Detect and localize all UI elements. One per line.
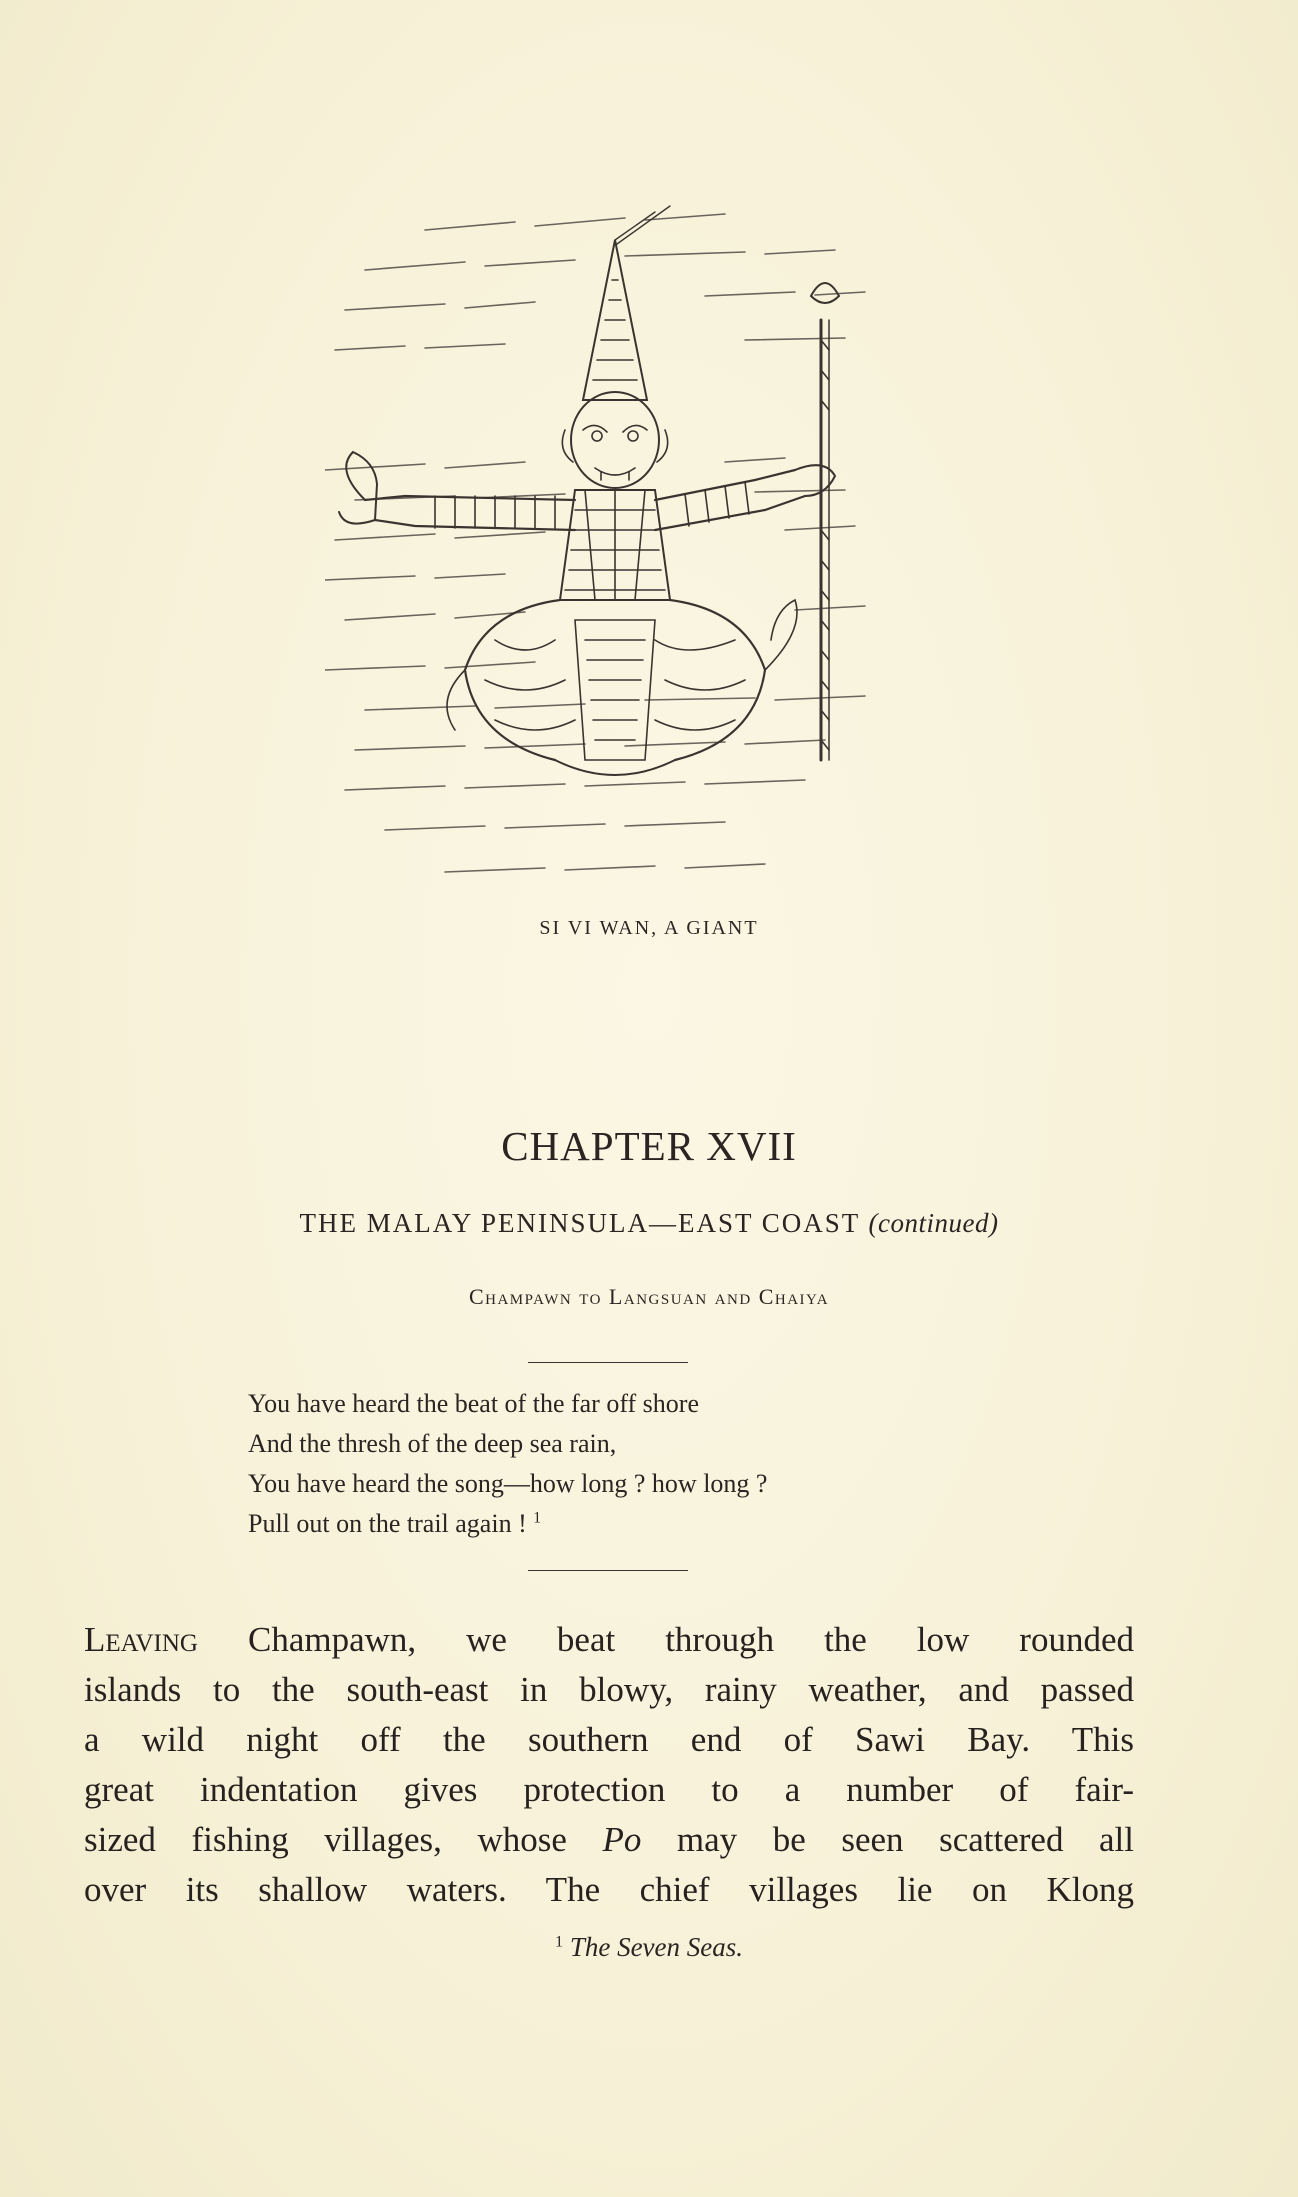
body-line — [84, 1815, 1134, 1865]
giant-illustration — [325, 200, 885, 900]
subtitle-main: THE MALAY PENINSULA—EAST COAST — [299, 1208, 860, 1238]
body-line — [84, 1615, 1134, 1665]
body-line-text: Champawn, we beat through the low rounded — [197, 1620, 1134, 1659]
footnote — [0, 1932, 1298, 1963]
poem-line: You have heard the beat of the far off shore — [248, 1389, 700, 1418]
chapter-title: CHAPTER XVII — [501, 1123, 797, 1169]
body-line: a wild night off the southern end of Sawi Bay. This — [84, 1720, 1134, 1759]
illustration-caption: SI VI WAN, A GIANT — [539, 917, 759, 939]
chapter-route: Champawn to Langsuan and Chaiya — [468, 1284, 830, 1309]
body-line-text: may be seen scattered all — [641, 1820, 1134, 1859]
poem-bottom-rule — [528, 1570, 688, 1571]
poem-footnote-marker: 1 — [533, 1509, 542, 1527]
footnote-marker: 1 — [554, 1932, 564, 1951]
lead-word: Leaving — [84, 1620, 198, 1659]
footnote-text: The Seven Seas. — [569, 1932, 744, 1962]
poem-line: And the thresh of the deep sea rain, — [248, 1429, 617, 1458]
italic-word: Po — [602, 1820, 642, 1859]
poem-top-rule — [528, 1362, 688, 1363]
giant-right-arm — [655, 465, 835, 530]
giant-torso — [560, 490, 670, 600]
subtitle-continued: (continued) — [868, 1208, 999, 1238]
body-line: great indentation gives protection to a number of fair- — [84, 1770, 1134, 1809]
epigraph-poem — [248, 1384, 767, 1544]
chapter-subtitle — [0, 1208, 1298, 1239]
poem-line — [248, 1504, 767, 1544]
poem-line-text: Pull out on the trail again ! — [248, 1509, 527, 1538]
body-line: over its shallow waters. The chief villages lie on Klong — [84, 1870, 1134, 1909]
giant-crown — [583, 206, 670, 400]
giant-head — [562, 392, 667, 488]
body-line-text: sized fishing villages, whose — [84, 1820, 603, 1859]
poem-line: You have heard the song—how long ? how long ? — [248, 1469, 768, 1498]
giant-left-arm — [339, 452, 575, 530]
body-paragraph — [84, 1615, 1134, 1915]
body-line: islands to the south-east in blowy, rainy weather, and passed — [84, 1670, 1134, 1709]
staff — [811, 283, 839, 760]
giant-legs — [447, 600, 797, 775]
